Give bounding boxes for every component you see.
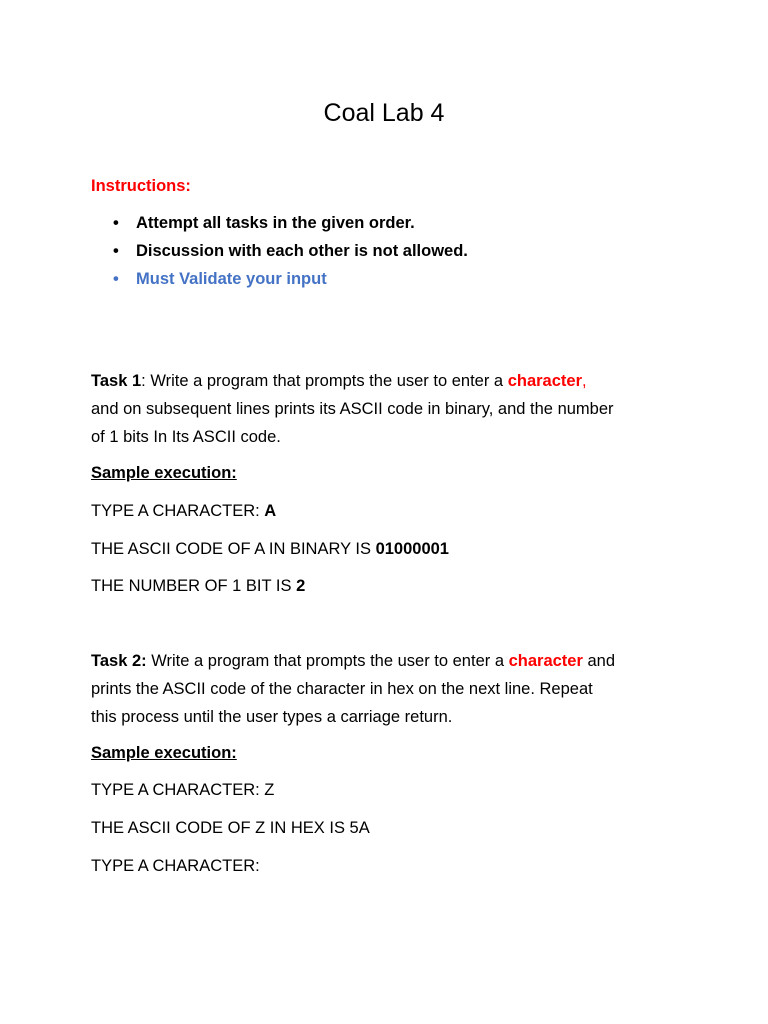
- task2-sample-line: THE ASCII CODE OF Z IN HEX IS 5A: [91, 819, 370, 837]
- task1-highlight: character: [507, 372, 582, 390]
- task2-line2: prints the ASCII code of the character in hex on the next line. Repeat: [91, 680, 593, 698]
- list-item: • Must Validate your input: [113, 270, 327, 288]
- bullet-icon: •: [113, 214, 119, 232]
- page-title: Coal Lab 4: [323, 99, 445, 127]
- task2-label: Task 2:: [91, 652, 147, 670]
- task1-sample-heading: Sample execution:: [91, 464, 237, 482]
- task1-line1: Task 1: Write a program that prompts the user to enter a character,: [91, 372, 587, 390]
- task1-line3: of 1 bits In Its ASCII code.: [91, 428, 281, 446]
- task2-line3: this process until the user types a carriage return.: [91, 708, 453, 726]
- instructions-list: [113, 212, 468, 296]
- task2-sample-line: TYPE A CHARACTER: Z: [91, 781, 275, 799]
- task1-label: Task 1: [91, 372, 142, 390]
- list-item: • Attempt all tasks in the given order.: [113, 214, 415, 232]
- bullet-icon: •: [113, 270, 119, 288]
- task2-line1: Task 2: Write a program that prompts the user to enter a character and: [91, 652, 616, 670]
- instructions-heading: Instructions:: [91, 177, 191, 195]
- bullet-icon: •: [113, 242, 119, 260]
- task1-sample-line: THE ASCII CODE OF A IN BINARY IS 01000001: [91, 540, 449, 558]
- task1-sample-line: TYPE A CHARACTER: A: [91, 502, 277, 520]
- task2-highlight: character: [508, 652, 583, 670]
- task2-sample-line: TYPE A CHARACTER:: [91, 857, 260, 875]
- task2-sample-heading: Sample execution:: [91, 744, 237, 762]
- task1-sample-line: THE NUMBER OF 1 BIT IS 2: [91, 577, 306, 595]
- task1-line2: and on subsequent lines prints its ASCII code in binary, and the number: [91, 400, 614, 418]
- list-item: • Discussion with each other is not allowed.: [113, 242, 468, 260]
